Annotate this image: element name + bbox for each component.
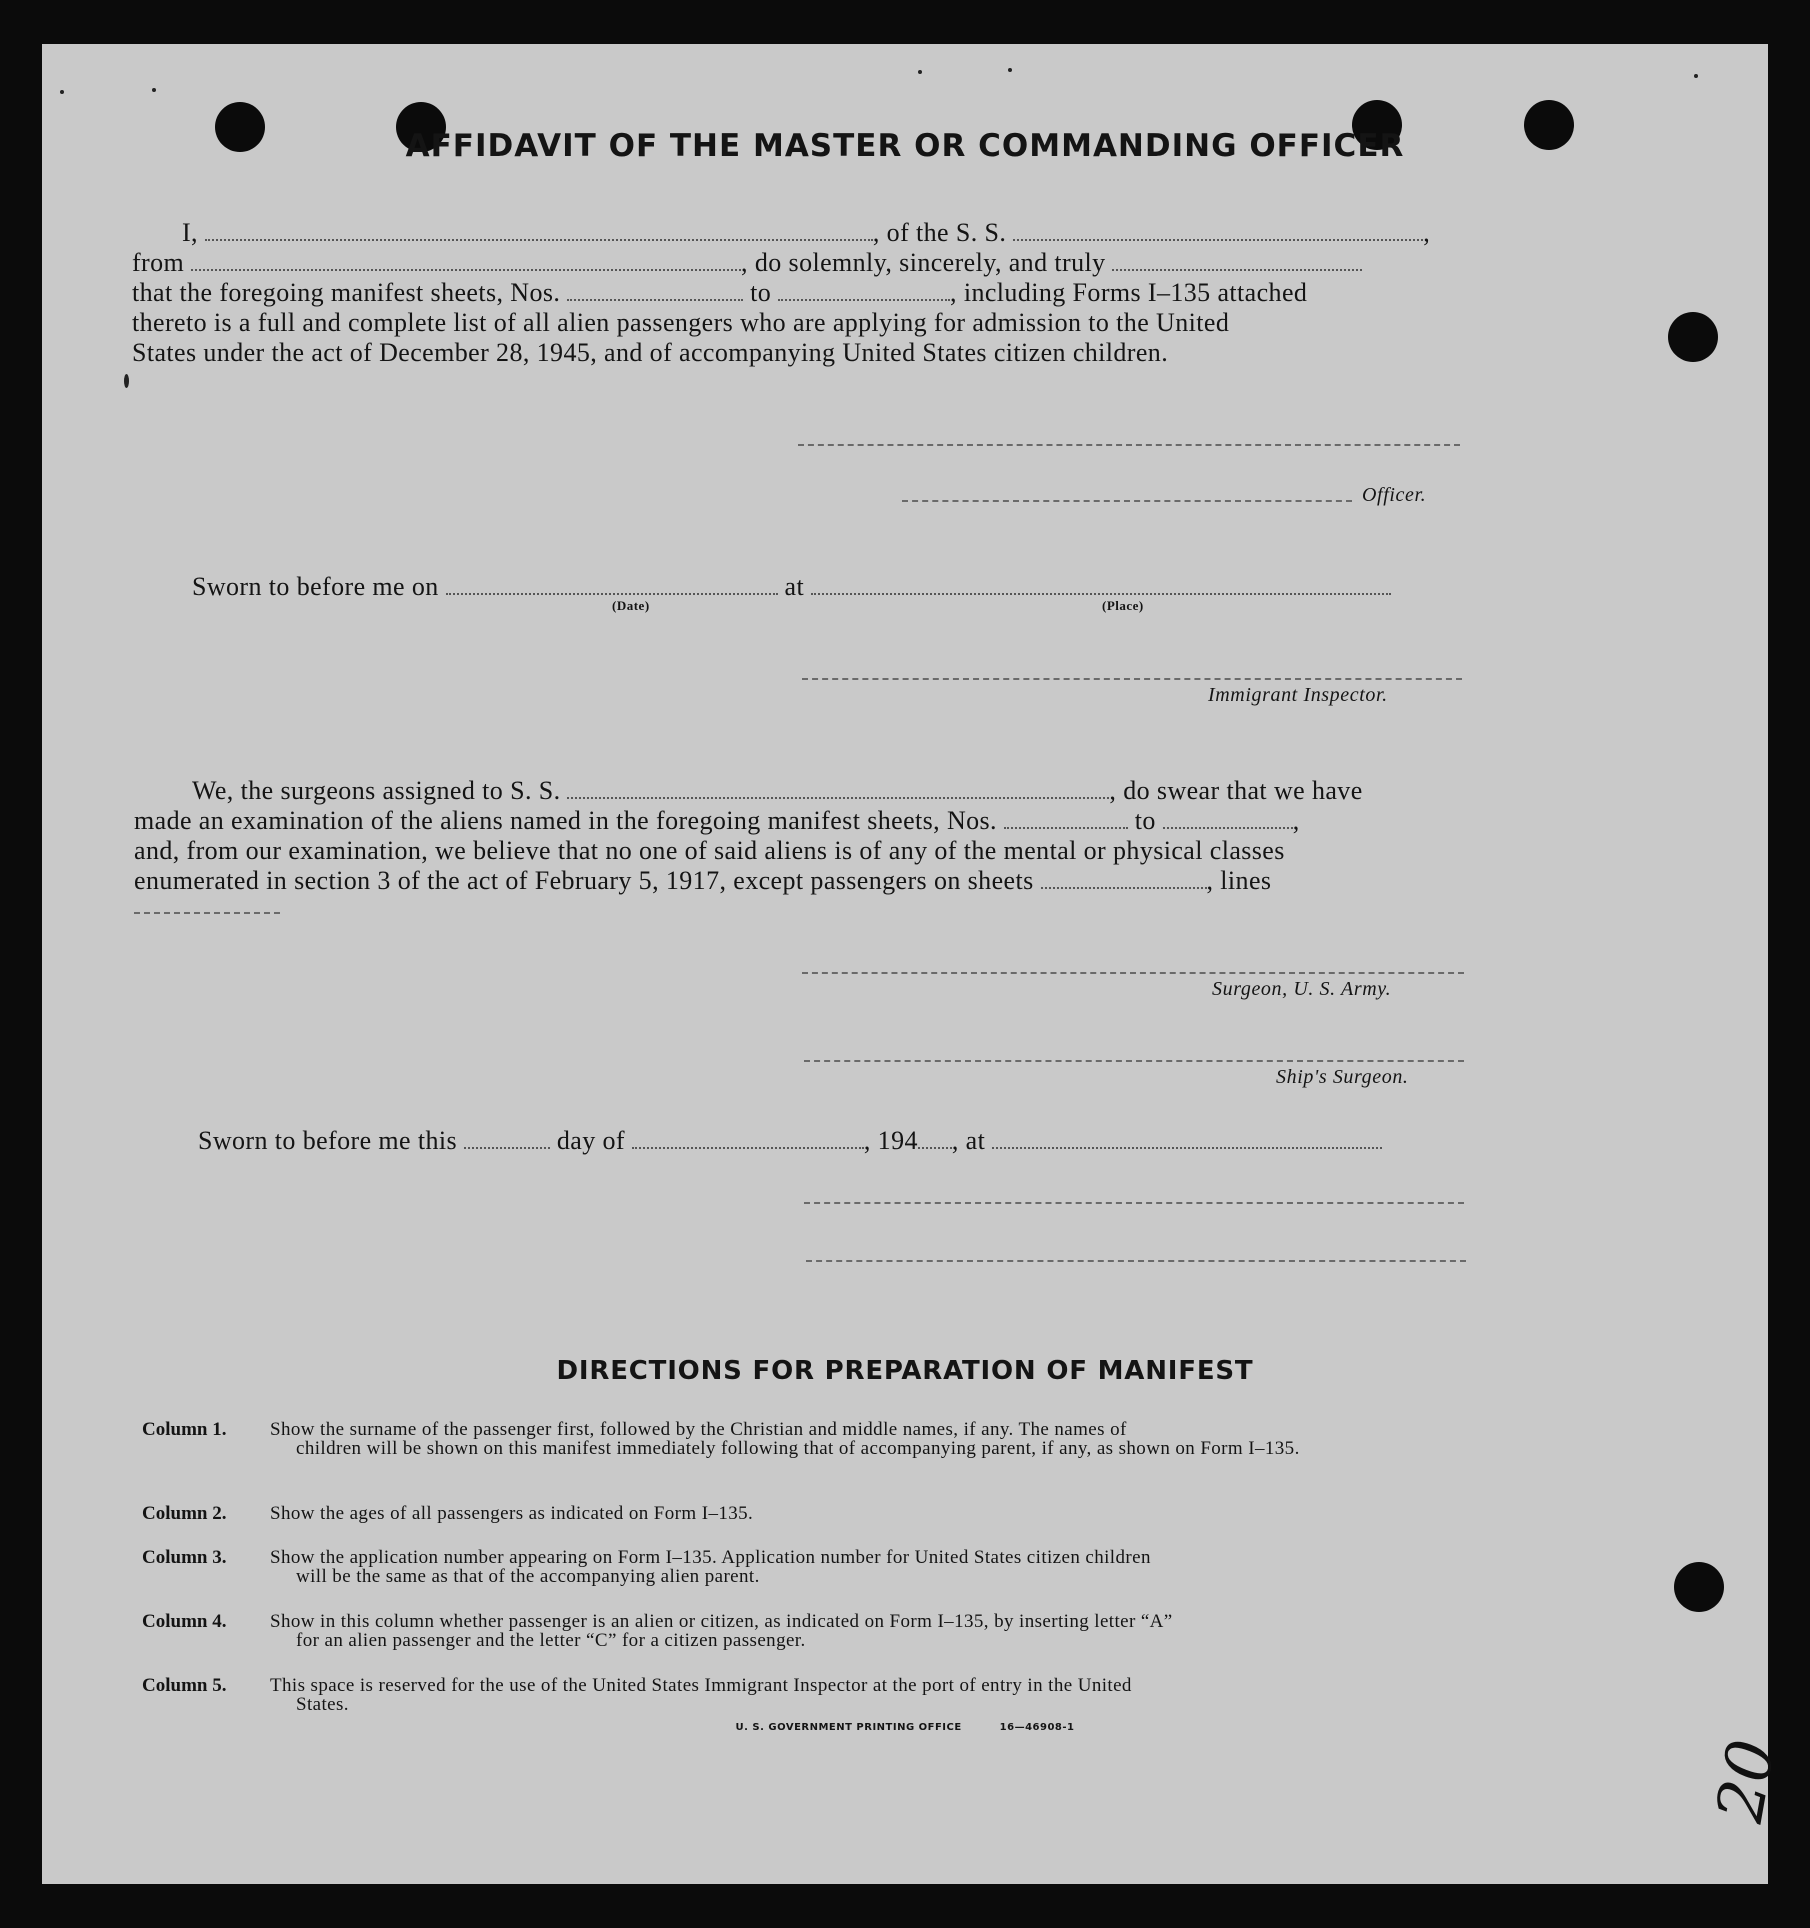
affidavit-foregoing-label: that the foregoing manifest sheets, Nos.	[132, 278, 561, 307]
direction-text-rest: children will be shown on this manifest immediately following that of accompanying parent, if any, as shown on Form I–135.	[296, 1438, 1300, 1459]
affidavit-of-ss-label: , of the S. S.	[872, 218, 1007, 247]
sworn-this-label: Sworn to before me this	[198, 1126, 458, 1155]
direction-text-rest: States.	[296, 1694, 349, 1715]
direction-item	[142, 1612, 1472, 1650]
surgeons-sheet-to-blank	[1163, 826, 1293, 829]
affidavit-from-label: from	[132, 248, 185, 277]
direction-text-rest: will be the same as that of the accompanying alien parent.	[296, 1566, 760, 1587]
officer-label: Officer.	[1362, 484, 1427, 506]
direction-item	[142, 1676, 1472, 1714]
sworn-on-label: Sworn to before me on	[192, 572, 439, 601]
sworn-at-label: at	[784, 572, 805, 601]
master-name-blank	[205, 238, 873, 241]
surgeons-lines-label: , lines	[1206, 866, 1272, 895]
direction-item	[142, 1504, 1472, 1523]
surgeons-swear: , do swear that we have	[1109, 776, 1363, 805]
direction-item	[142, 1420, 1472, 1458]
surgeons-lead: We, the surgeons assigned to S. S.	[192, 776, 561, 805]
sheet-from-blank	[567, 298, 743, 301]
army-surgeon-label: Surgeon, U. S. Army.	[1212, 978, 1392, 1000]
affidavit-title: AFFIDAVIT OF THE MASTER OR COMMANDING OFFICER	[405, 128, 1405, 164]
affidavit-i-label: I,	[182, 218, 198, 247]
direction-item	[142, 1548, 1472, 1586]
sworn-year-blank	[918, 1146, 952, 1149]
surgeons-ship-blank	[567, 796, 1109, 799]
sworn-day-blank	[464, 1146, 550, 1149]
direction-text-rest: for an alien passenger and the letter “C” for a citizen passenger.	[296, 1630, 806, 1651]
sworn-date-blank	[446, 592, 778, 595]
affidavit-comma: ,	[1423, 218, 1431, 247]
punch-hole	[1668, 312, 1718, 362]
sworn-on-line	[192, 572, 1391, 602]
sworn-at-label-2: , at	[951, 1126, 986, 1155]
direction-column-label: Column 4.	[142, 1611, 227, 1632]
date-caption: (Date)	[612, 598, 650, 613]
direction-text-first: This space is reserved for the use of the United States Immigrant Inspector at the port of entry in the United	[270, 1675, 1132, 1696]
speck	[1694, 74, 1698, 78]
surgeons-line-4	[134, 866, 1271, 896]
direction-column-label: Column 3.	[142, 1547, 227, 1568]
surgeons-sheet-from-blank	[1004, 826, 1128, 829]
speck	[918, 70, 922, 74]
place-caption: (Place)	[1102, 598, 1144, 613]
official-signature-line	[804, 1202, 1464, 1204]
inspector-label: Immigrant Inspector.	[1208, 684, 1388, 706]
affidavit-including-label: , including Forms I–135 attached	[950, 278, 1308, 307]
printer-name: U. S. GOVERNMENT PRINTING OFFICE	[735, 1722, 962, 1733]
surgeons-sheets-blank	[1041, 886, 1207, 889]
affidavit-line-4: thereto is a full and complete list of all alien passengers who are applying for admission to the United	[132, 308, 1230, 337]
direction-text-first: Show the application number appearing on Form I–135. Application number for United States citizen children	[270, 1547, 1151, 1568]
speck	[152, 88, 156, 92]
affidavit-line-2	[132, 248, 1362, 278]
sworn-place-blank-2	[992, 1146, 1382, 1149]
affidavit-line-5: States under the act of December 28, 1945, and of accompanying United States citizen children.	[132, 338, 1169, 367]
ship-name-blank	[1013, 238, 1423, 241]
printer-imprint	[42, 1722, 1768, 1733]
surgeons-lines-blank	[134, 912, 280, 914]
direction-text-first: Show in this column whether passenger is an alien or citizen, as indicated on Form I–135, by inserting letter “A”	[270, 1611, 1173, 1632]
speck	[1008, 68, 1012, 72]
sworn-year-label: , 194	[863, 1126, 918, 1155]
affidavit-to-label: to	[750, 278, 772, 307]
affidavit-solemnly-label: , do solemnly, sincerely, and truly	[741, 248, 1106, 277]
punch-hole	[1674, 1562, 1724, 1612]
surgeons-exam-text: made an examination of the aliens named in the foregoing manifest sheets, Nos.	[134, 806, 997, 835]
ship-surgeon-signature-line	[804, 1060, 1464, 1062]
direction-column-label: Column 5.	[142, 1675, 227, 1696]
army-surgeon-signature-line	[802, 972, 1464, 974]
sworn-day-of-label: day of	[556, 1126, 625, 1155]
officer-signature-line	[902, 500, 1352, 502]
affirmation-blank	[1112, 268, 1362, 271]
surgeons-enumerated-text: enumerated in section 3 of the act of February 5, 1917, except passengers on sheets	[134, 866, 1034, 895]
inspector-signature-line	[802, 678, 1462, 680]
ship-surgeon-label: Ship's Surgeon.	[1276, 1066, 1409, 1088]
sheet-to-blank	[778, 298, 950, 301]
form-code: 16—46908-1	[999, 1722, 1075, 1733]
sworn-month-blank	[632, 1146, 864, 1149]
direction-column-label: Column 1.	[142, 1419, 227, 1440]
speck	[124, 374, 129, 388]
handwritten-page-number: 20	[1703, 1734, 1791, 1828]
official-title-line	[806, 1260, 1466, 1262]
sworn-this-line	[198, 1126, 1382, 1156]
directions-title: DIRECTIONS FOR PREPARATION OF MANIFEST	[556, 1356, 1254, 1386]
surgeons-line-1	[192, 776, 1363, 806]
port-from-blank	[191, 268, 741, 271]
direction-column-label: Column 2.	[142, 1503, 227, 1524]
surgeons-line-2	[134, 806, 1300, 836]
speck	[60, 90, 64, 94]
document-page	[42, 44, 1791, 1884]
master-signature-line	[798, 444, 1460, 446]
affidavit-line-1	[182, 218, 1430, 248]
affidavit-line-3	[132, 278, 1307, 308]
surgeons-line-3: and, from our examination, we believe that no one of said aliens is of any of the mental or physical classes	[134, 836, 1285, 865]
surgeons-to-label: to	[1134, 806, 1156, 835]
surgeons-comma: ,	[1292, 806, 1300, 835]
sworn-place-blank	[811, 592, 1391, 595]
direction-text-first: Show the surname of the passenger first, followed by the Christian and middle names, if any. The names of	[270, 1419, 1127, 1440]
direction-text-first: Show the ages of all passengers as indicated on Form I–135.	[270, 1503, 754, 1524]
